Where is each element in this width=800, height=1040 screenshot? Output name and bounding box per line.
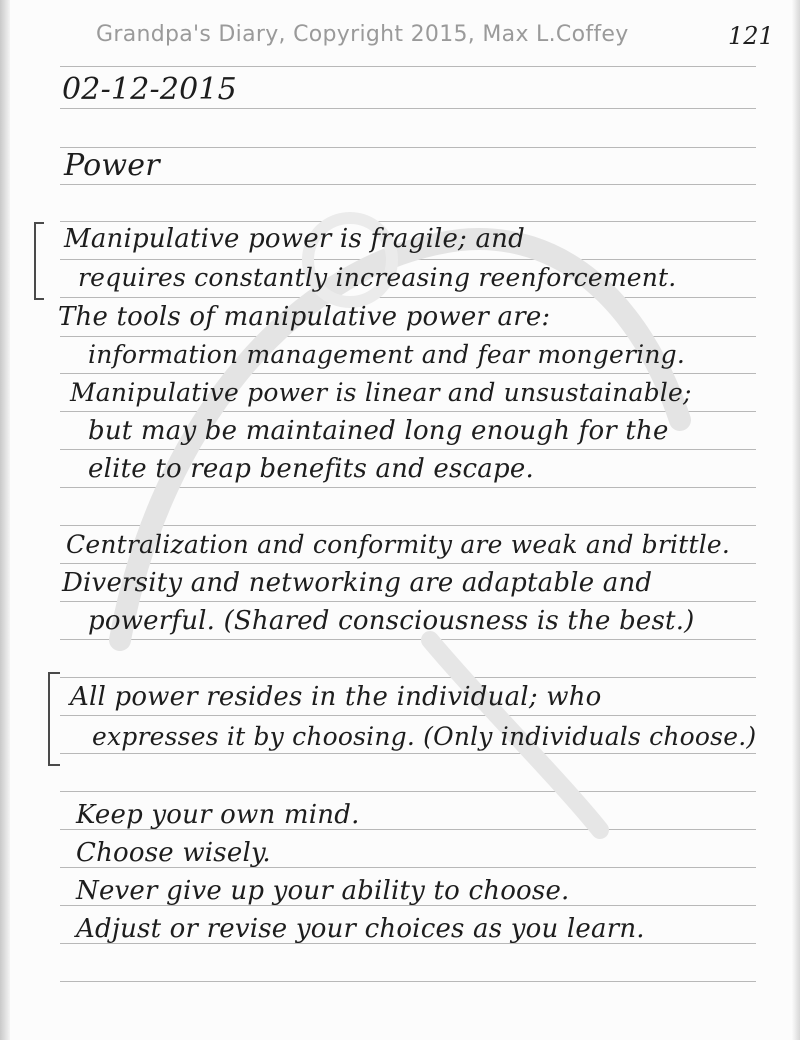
text-line: information management and fear mongering. <box>88 340 685 369</box>
bracket-paragraph-1 <box>34 222 44 300</box>
text-line: Choose wisely. <box>76 838 271 868</box>
text-line: elite to reap benefits and escape. <box>88 454 534 484</box>
text-line: Adjust or revise your choices as you learn. <box>76 914 645 944</box>
text-line: Keep your own mind. <box>76 800 360 830</box>
text-line: expresses it by choosing. (Only individuals choose.) <box>92 722 757 751</box>
text-line: Manipulative power is fragile; and <box>64 224 525 254</box>
text-line: The tools of manipulative power are: <box>58 302 551 332</box>
text-line: Never give up your ability to choose. <box>76 876 570 906</box>
page-number: 121 <box>728 22 774 50</box>
text-line: Diversity and networking are adaptable and <box>62 568 653 598</box>
entry-date: 02-12-2015 <box>62 72 237 107</box>
text-line: but may be maintained long enough for the <box>88 416 669 446</box>
text-line: requires constantly increasing reenforcement. <box>78 263 677 292</box>
text-line: powerful. (Shared consciousness is the best.) <box>88 606 695 636</box>
text-line: All power resides in the individual; who <box>70 682 602 712</box>
text-line: Manipulative power is linear and unsustainable; <box>70 378 692 407</box>
page-header-title: Grandpa's Diary, Copyright 2015, Max L.Coffey <box>96 22 629 47</box>
entry-heading: Power <box>64 148 160 183</box>
bracket-paragraph-3 <box>48 672 60 766</box>
text-line: Centralization and conformity are weak and brittle. <box>66 530 731 559</box>
